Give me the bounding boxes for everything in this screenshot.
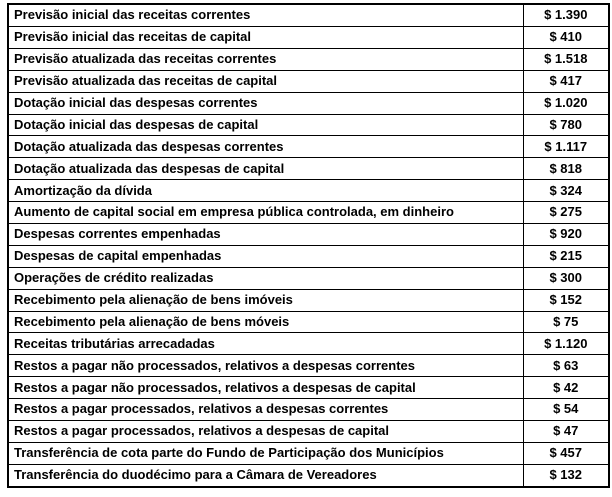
row-label: Transferência de cota parte do Fundo de Participação dos Municípios	[8, 442, 523, 464]
row-label: Despesas de capital empenhadas	[8, 245, 523, 267]
row-label: Despesas correntes empenhadas	[8, 223, 523, 245]
table-row	[8, 48, 609, 70]
row-value: $ 1.518	[523, 48, 609, 70]
table-row	[8, 136, 609, 158]
row-value: $ 1.117	[523, 136, 609, 158]
row-label: Previsão inicial das receitas de capital	[8, 26, 523, 48]
row-value: $ 1.120	[523, 333, 609, 355]
row-value: $ 324	[523, 180, 609, 202]
row-value: $ 75	[523, 311, 609, 333]
row-label: Amortização da dívida	[8, 180, 523, 202]
row-label: Previsão atualizada das receitas de capital	[8, 70, 523, 92]
table-row	[8, 92, 609, 114]
table-row	[8, 202, 609, 224]
row-value: $ 215	[523, 245, 609, 267]
budget-table	[7, 3, 610, 488]
row-label: Dotação atualizada das despesas de capital	[8, 158, 523, 180]
row-value: $ 47	[523, 421, 609, 443]
row-label: Restos a pagar não processados, relativos a despesas de capital	[8, 377, 523, 399]
table-row	[8, 267, 609, 289]
table-row	[8, 289, 609, 311]
table-row	[8, 245, 609, 267]
row-label: Restos a pagar processados, relativos a despesas correntes	[8, 399, 523, 421]
row-value: $ 132	[523, 464, 609, 487]
table-row	[8, 421, 609, 443]
table-row	[8, 180, 609, 202]
row-value: $ 780	[523, 114, 609, 136]
table-row	[8, 311, 609, 333]
row-value: $ 63	[523, 355, 609, 377]
row-label: Previsão atualizada das receitas correntes	[8, 48, 523, 70]
row-value: $ 152	[523, 289, 609, 311]
row-value: $ 417	[523, 70, 609, 92]
row-label: Restos a pagar não processados, relativos a despesas correntes	[8, 355, 523, 377]
row-label: Operações de crédito realizadas	[8, 267, 523, 289]
row-value: $ 410	[523, 26, 609, 48]
row-value: $ 920	[523, 223, 609, 245]
row-label: Restos a pagar processados, relativos a despesas de capital	[8, 421, 523, 443]
row-label: Dotação inicial das despesas correntes	[8, 92, 523, 114]
row-label: Recebimento pela alienação de bens móveis	[8, 311, 523, 333]
table-row	[8, 4, 609, 26]
row-value: $ 275	[523, 202, 609, 224]
row-value: $ 42	[523, 377, 609, 399]
table-row	[8, 333, 609, 355]
table-row	[8, 399, 609, 421]
row-label: Transferência do duodécimo para a Câmara de Vereadores	[8, 464, 523, 487]
table-row	[8, 355, 609, 377]
row-value: $ 1.390	[523, 4, 609, 26]
row-label: Dotação inicial das despesas de capital	[8, 114, 523, 136]
row-label: Dotação atualizada das despesas correntes	[8, 136, 523, 158]
table-row	[8, 377, 609, 399]
row-label: Recebimento pela alienação de bens imóveis	[8, 289, 523, 311]
table-row	[8, 26, 609, 48]
table-row	[8, 442, 609, 464]
row-value: $ 1.020	[523, 92, 609, 114]
table-row	[8, 70, 609, 92]
row-label: Receitas tributárias arrecadadas	[8, 333, 523, 355]
budget-table-body	[8, 4, 609, 487]
row-value: $ 818	[523, 158, 609, 180]
table-row	[8, 223, 609, 245]
table-row	[8, 114, 609, 136]
table-row	[8, 464, 609, 487]
row-label: Previsão inicial das receitas correntes	[8, 4, 523, 26]
row-label: Aumento de capital social em empresa pública controlada, em dinheiro	[8, 202, 523, 224]
row-value: $ 457	[523, 442, 609, 464]
row-value: $ 54	[523, 399, 609, 421]
row-value: $ 300	[523, 267, 609, 289]
table-row	[8, 158, 609, 180]
